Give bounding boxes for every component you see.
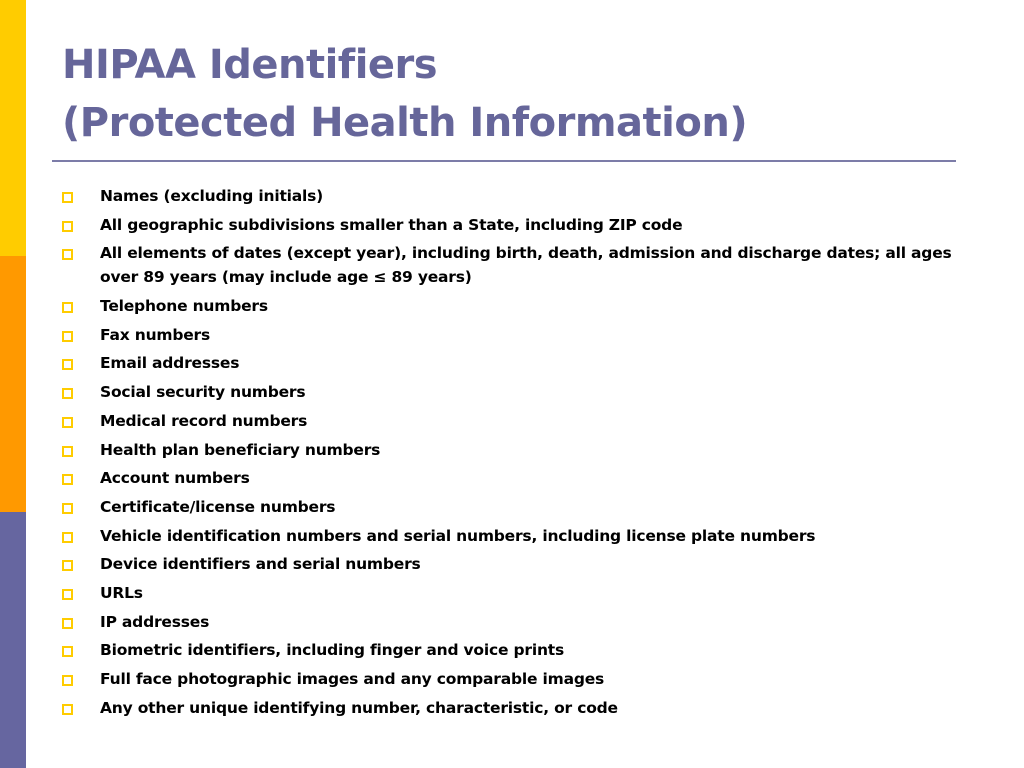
list-item-text: IP addresses: [100, 612, 210, 631]
list-item: [62, 184, 992, 208]
square-bullet-icon: [62, 192, 73, 203]
square-bullet-icon: [62, 388, 73, 399]
square-bullet-icon: [62, 359, 73, 370]
square-bullet-icon: [62, 249, 73, 260]
list-item-text: Email addresses: [100, 354, 240, 373]
square-bullet-icon: [62, 302, 73, 313]
list-item: [62, 380, 992, 404]
list-item-text: Certificate/license numbers: [100, 497, 336, 516]
list-item-text: All geographic subdivisions smaller than a State, including ZIP code: [100, 215, 683, 234]
list-item: [62, 638, 992, 662]
square-bullet-icon: [62, 646, 73, 657]
list-item: [62, 323, 992, 347]
square-bullet-icon: [62, 704, 73, 715]
list-item: [62, 524, 992, 548]
square-bullet-icon: [62, 560, 73, 571]
list-item-text: Vehicle identification numbers and serial numbers, including license plate numbers: [100, 526, 816, 545]
square-bullet-icon: [62, 675, 73, 686]
list-item-text: Medical record numbers: [100, 411, 308, 430]
list-item: [62, 409, 992, 433]
list-item: [62, 552, 992, 576]
accent-bar-purple: [0, 512, 26, 768]
slide-title: [62, 36, 962, 152]
list-item: [62, 241, 992, 289]
square-bullet-icon: [62, 417, 73, 428]
slide-title-line-1: HIPAA Identifiers: [62, 42, 438, 88]
square-bullet-icon: [62, 331, 73, 342]
accent-bar-yellow: [0, 0, 26, 256]
accent-bar-orange: [0, 256, 26, 512]
title-divider: [52, 160, 956, 162]
square-bullet-icon: [62, 532, 73, 543]
list-item-text: Biometric identifiers, including finger and voice prints: [100, 641, 565, 660]
list-item-text: Device identifiers and serial numbers: [100, 555, 421, 574]
list-item-text: Fax numbers: [100, 325, 211, 344]
list-item-text: Names (excluding initials): [100, 187, 324, 205]
list-item-text: Health plan beneficiary numbers: [100, 440, 381, 459]
square-bullet-icon: [62, 474, 73, 485]
list-item: [62, 610, 992, 634]
list-item-text: Account numbers: [100, 469, 250, 488]
list-item: [62, 351, 992, 375]
list-item: [62, 466, 992, 490]
square-bullet-icon: [62, 503, 73, 514]
list-item-text: Telephone numbers: [100, 297, 268, 316]
list-item-text: URLs: [100, 583, 143, 602]
list-item: [62, 696, 992, 720]
identifier-list: [62, 184, 992, 724]
list-item: [62, 667, 992, 691]
list-item-text: Any other unique identifying number, characteristic, or code: [100, 698, 618, 717]
list-item: [62, 495, 992, 519]
list-item: [62, 438, 992, 462]
list-item: [62, 213, 992, 237]
square-bullet-icon: [62, 221, 73, 232]
list-item-text: All elements of dates (except year), including birth, death, admission and discharge dates; all ages over 89 years (may include age ≤ 89 years): [100, 244, 952, 287]
list-item-text: Full face photographic images and any comparable images: [100, 670, 605, 688]
square-bullet-icon: [62, 446, 73, 457]
list-item: [62, 294, 992, 318]
list-item-text: Social security numbers: [100, 383, 306, 402]
list-item: [62, 581, 992, 605]
slide-title-line-2: (Protected Health Information): [62, 100, 748, 146]
square-bullet-icon: [62, 589, 73, 600]
square-bullet-icon: [62, 618, 73, 629]
